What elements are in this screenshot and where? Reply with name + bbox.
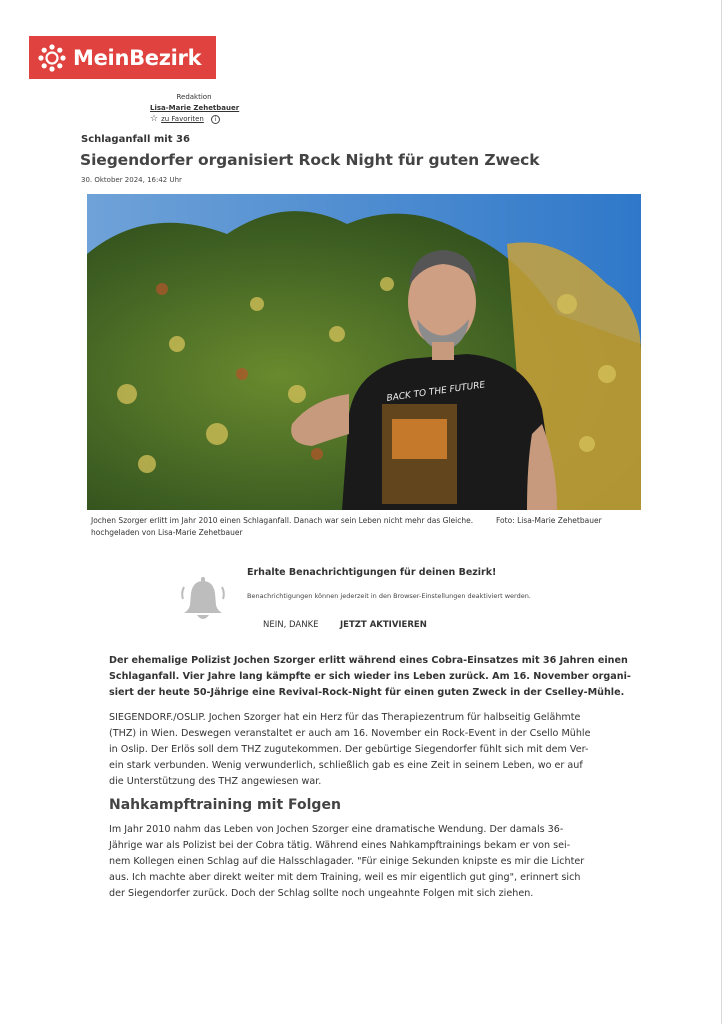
favorite-link[interactable]: zu Favoriten — [161, 115, 204, 123]
bell-icon — [180, 577, 226, 625]
article-kicker: Schlaganfall mit 36 — [81, 134, 190, 145]
brand-name: MeinBezirk — [73, 45, 202, 70]
article-paragraph-2 — [109, 822, 619, 902]
author-role: Redaktion — [176, 93, 212, 101]
body-line: aus. Ich machte aber direkt weiter mit dem Training, weil es mir eigentlich gut ging", erinnert sich — [109, 872, 581, 883]
body-line: in Oslip. Der Erlös soll dem THZ zugutekommen. Der gebürtige Siegendorfer fühlt sich mit dem Ver- — [109, 744, 589, 755]
body-line: der Siegendorfer zurück. Doch der Schlag sollte noch ungeahnte Folgen mit sich ziehen. — [109, 888, 534, 899]
body-line: Im Jahr 2010 nahm das Leben von Jochen Szorger eine dramatische Wendung. Der damals 36- — [109, 824, 564, 835]
lead-line: siert der heute 50-Jährige eine Revival-Rock-Night für einen guten Zweck in der Cselley-Mühle. — [109, 687, 625, 698]
accept-button[interactable]: JETZT AKTIVIEREN — [340, 620, 427, 630]
photo-caption — [91, 515, 611, 539]
article-headline: Siegendorfer organisiert Rock Night für guten Zweck — [80, 151, 540, 169]
star-outline-icon[interactable]: ☆ — [150, 114, 159, 124]
decline-button[interactable]: NEIN, DANKE — [263, 620, 319, 630]
article-paragraph-1 — [109, 710, 619, 790]
article-lead — [109, 653, 631, 701]
body-line: Jährige war als Polizist bei der Cobra tätig. Während eines Nahkampftrainings bekam er von sei- — [109, 840, 571, 851]
author-block — [150, 92, 239, 125]
body-line: (THZ) in Wien. Deswegen veranstaltet er auch am 16. November ein Rock-Event in der Csello Mühle — [109, 728, 591, 739]
lead-line: Schlaganfall. Vier Jahre lang kämpfte er sich wieder ins Leben zurück. Am 16. November organi- — [109, 671, 631, 682]
article-photo[interactable] — [87, 194, 641, 510]
body-line: nem Kollegen einen Schlag auf die Halsschlagader. "Für einige Sekunden knipste es mir die Lichter — [109, 856, 585, 867]
article-date: 30. Oktober 2024, 16:42 Uhr — [81, 176, 182, 184]
info-icon[interactable]: i — [211, 115, 220, 124]
notification-text: Benachrichtigungen können jederzeit in den Browser-Einstellungen deaktiviert werden. — [247, 592, 531, 600]
page-edge — [721, 0, 722, 1024]
article-subheading: Nahkampftraining mit Folgen — [109, 797, 341, 813]
caption-text: Jochen Szorger erlitt im Jahr 2010 einen Schlaganfall. Danach war sein Leben nicht mehr das Gleiche. — [91, 516, 474, 525]
sun-burst-icon — [37, 43, 67, 73]
body-line: ein stark verbunden. Wenig verwunderlich, schließlich gab es eine Zeit in seinem Leben, wo er auf — [109, 760, 583, 771]
notification-prompt — [180, 565, 600, 635]
photo-credit: Foto: Lisa-Marie Zehetbauer — [496, 516, 602, 525]
author-name-link[interactable]: Lisa-Marie Zehetbauer — [150, 104, 240, 112]
notification-title: Erhalte Benachrichtigungen für deinen Bezirk! — [247, 567, 497, 578]
lead-line: Der ehemalige Polizist Jochen Szorger erlitt während eines Cobra-Einsatzes mit 36 Jahren einen — [109, 655, 628, 666]
caption-uploader: hochgeladen von Lisa-Marie Zehetbauer — [91, 528, 243, 537]
photo-illustration — [87, 194, 641, 510]
body-line: die Unterstützung des THZ angewiesen war. — [109, 776, 322, 787]
body-line: SIEGENDORF./OSLIP. Jochen Szorger hat ein Herz für das Therapiezentrum für halbseitig Gelähmte — [109, 712, 581, 723]
shirt-print: BACK TO THE FUTURE — [386, 380, 486, 404]
favorite-control[interactable] — [150, 114, 239, 125]
brand-logo[interactable] — [29, 36, 216, 79]
